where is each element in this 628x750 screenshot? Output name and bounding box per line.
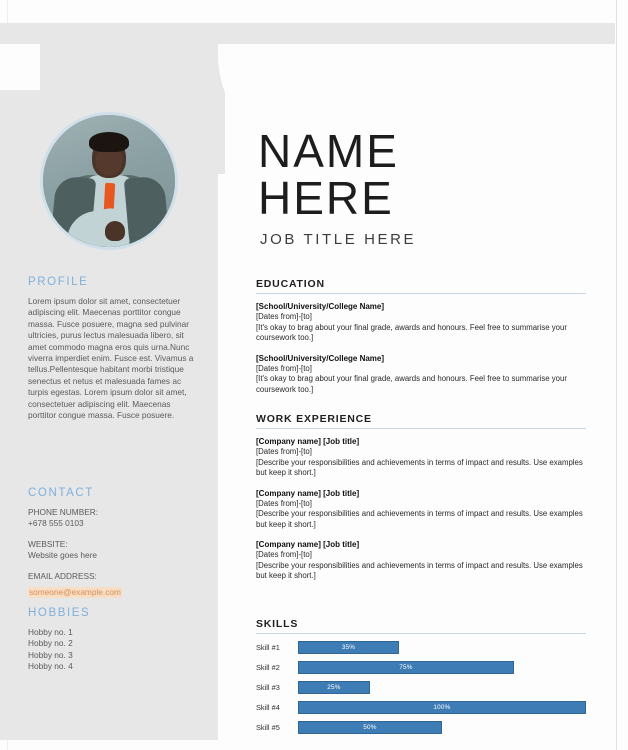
work-experience-divider [256,428,586,429]
avatar-hand [105,221,125,241]
skill-track [298,721,586,734]
education-entry-title: [School/University/College Name] [256,353,385,363]
skill-row [256,681,586,694]
education-entry-dates: [Dates from]-[to] [256,312,312,321]
education-entry-desc: [It's okay to brag about your final grade, awards and honours. Feel free to summarise your coursework too.] [256,374,567,394]
skill-value-label: 25% [327,684,341,691]
contact-spacer-1 [28,530,200,539]
work-entry-desc: [Describe your responsibilities and achievements in terms of impact and results. Use examples but keep it short.] [256,560,583,580]
work-entry [256,436,586,479]
skills-heading: SKILLS [256,618,299,630]
hobbies-section [28,607,200,673]
skill-bar [298,681,370,694]
work-experience-heading: WORK EXPERIENCE [256,413,372,425]
education-entry-desc: [It's okay to brag about your final grade, awards and honours. Feel free to summarise your coursework too.] [256,322,567,342]
skill-value-label: 35% [341,644,356,651]
education-section [256,278,586,404]
skill-track [298,701,586,714]
skill-track [298,641,586,654]
skills-divider [256,633,586,634]
skill-value-label: 100% [433,704,451,711]
page-title [258,125,588,248]
skill-track [298,661,586,674]
skill-label: Skill #5 [256,723,280,732]
profile-heading: PROFILE [28,276,89,288]
contact-section [28,487,200,600]
work-entry-dates: [Dates from]-[to] [256,550,312,559]
education-entry [256,301,586,344]
list-item: Hobby no. 4 [28,661,73,672]
contact-heading: CONTACT [28,487,94,499]
profile-body: Lorem ipsum dolor sit amet, consectetuer adipiscing elit. Maecenas porttitor congue massa. Fusce posuere, magna sed pulvinar ultricies, purus lectus malesuada libero, sit amet commodo magna eros quis urna.Nunc viverra imperdiet enim. Fusce est. Vivamus a tellus.Pellentesque habitant morbi tristique senectus et netus et malesuada fames ac turpis egestas. Lorem ipsum dolor sit amet, consectetuer adipiscing elit. Maecenas porttitor congue massa. Fusce posuere. [28,296,194,421]
hobbies-heading: HOBBIES [28,607,91,619]
skill-bar [298,661,514,674]
work-entry-title: [Company name] [Job title] [256,488,360,498]
list-item: Hobby no. 2 [28,638,73,649]
education-entry-dates: [Dates from]-[to] [256,363,312,373]
work-experience-section [256,413,586,591]
sidebar-notch-decoration [0,44,40,90]
email-label: EMAIL ADDRESS: [28,570,97,581]
name-line-1: NAME [258,125,399,177]
skill-value-label: 75% [399,664,413,671]
skill-row [256,661,586,674]
work-entry-desc: [Describe your responsibilities and achievements in terms of impact and results. Use examples but keep it short.] [256,457,583,477]
phone-label: PHONE NUMBER: [28,507,99,517]
work-entry [256,539,586,582]
list-item: Hobby no. 1 [28,627,73,637]
work-entry [256,488,586,531]
page-right-border [616,0,617,750]
profile-section [28,276,200,421]
work-entry-title: [Company name] [Job title] [256,540,360,549]
skill-label: Skill #4 [256,703,280,712]
skills-section [256,618,586,741]
skill-label: Skill #2 [256,663,280,672]
phone-value: +678 555 0103 [28,518,84,529]
skill-track [298,681,586,694]
education-entry-title: [School/University/College Name] [256,302,385,311]
skill-row [256,641,586,654]
job-title: JOB TITLE HERE [260,231,417,248]
skill-bar [298,701,586,714]
work-entry-dates: [Dates from]-[to] [256,447,312,456]
list-item: Hobby no. 3 [28,649,73,660]
skill-row [256,701,586,714]
skill-label: Skill #1 [256,643,280,652]
skill-bar [298,641,399,654]
education-entry [256,353,586,396]
education-divider [256,293,586,294]
email-value-link[interactable]: someone@example.com [29,587,121,598]
avatar-hair [89,132,129,152]
work-entry-title: [Company name] [Job title] [256,437,360,446]
top-grey-band [0,23,615,44]
name-line-2: HERE [258,172,394,224]
education-heading: EDUCATION [256,278,325,290]
skill-value-label: 50% [363,724,377,731]
website-label: WEBSITE: [28,538,68,549]
website-value: Website goes here [28,550,98,561]
avatar [40,112,178,250]
contact-spacer-2 [28,562,200,571]
skills-chart [256,641,586,734]
skill-label: Skill #3 [256,683,280,692]
skill-bar [298,721,442,734]
work-entry-dates: [Dates from]-[to] [256,498,312,508]
work-entry-desc: [Describe your responsibilities and achievements in terms of impact and results. Use examples but keep it short.] [256,509,583,529]
skill-row [256,721,586,734]
